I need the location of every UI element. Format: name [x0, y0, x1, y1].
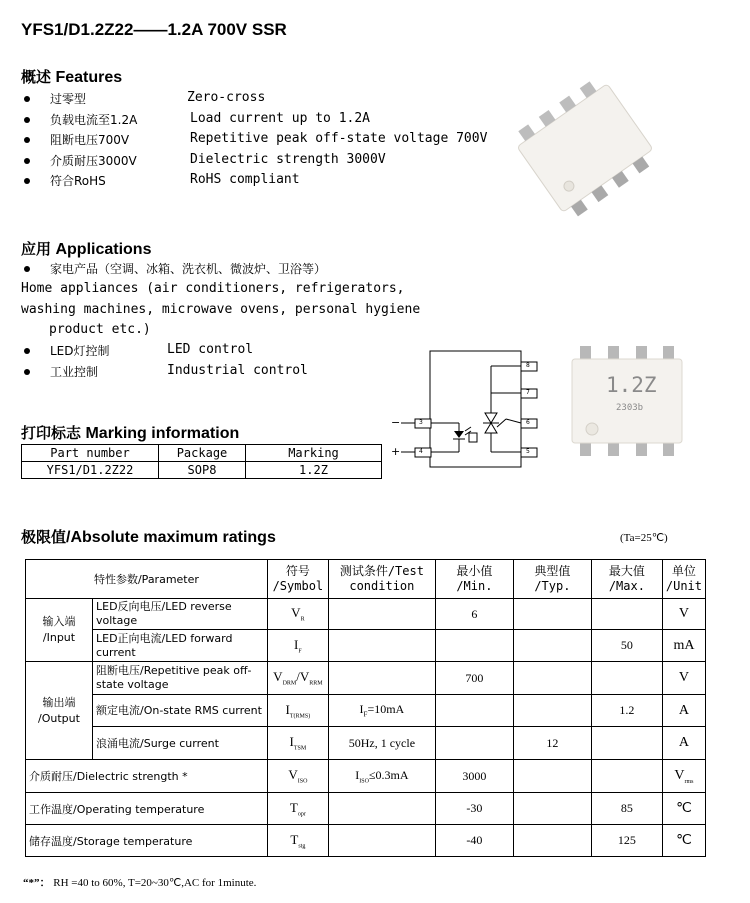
max-cell	[591, 662, 662, 695]
unit-cell: ℃	[662, 825, 705, 857]
symbol-main: T	[289, 799, 298, 815]
min-header-en: /Min.	[456, 579, 493, 593]
input-group-zh: 输入端	[42, 615, 76, 628]
unit-cell: V	[662, 662, 705, 695]
feature-en: RoHS compliant	[190, 172, 300, 187]
input-group-en: /Input	[42, 631, 76, 644]
output-group-label	[26, 662, 93, 760]
typ-cell	[513, 825, 591, 857]
ratings-condition: (Ta=25℃)	[620, 532, 668, 544]
marking-data-row	[22, 462, 382, 479]
symbol-main: I	[289, 734, 294, 750]
unit-cell: A	[662, 695, 705, 727]
test-main: I	[359, 702, 364, 717]
input-group-label	[26, 599, 93, 662]
min-cell: 6	[435, 599, 513, 630]
pin-label: 8	[526, 362, 530, 369]
param-cell: 额定电流/On-state RMS current	[93, 695, 268, 727]
test-sub: F	[363, 710, 368, 719]
feature-zh: 过零型	[50, 92, 87, 106]
bullet-icon	[24, 266, 30, 272]
output-group-zh: 输出端	[42, 695, 76, 709]
symbol-header-zh: 符号	[285, 564, 310, 578]
typ-cell	[513, 599, 591, 630]
test-cell	[328, 630, 435, 662]
feature-zh: 介质耐压3000V	[50, 154, 137, 168]
marking-table	[21, 444, 382, 479]
marked-chip-photo	[566, 345, 686, 457]
typ-header-en: /Typ.	[534, 579, 571, 593]
application-en: LED control	[167, 342, 254, 357]
test-cell: 50Hz, 1 cycle	[328, 727, 435, 760]
symbol-sub: F	[298, 648, 302, 655]
application-zh: 家电产品（空调、冰箱、洗衣机、微波炉、卫浴等）	[50, 262, 327, 276]
symbol-cell	[267, 760, 328, 793]
unit-header	[662, 560, 705, 599]
applications-heading-zh: 应用	[21, 240, 52, 258]
unit-sub: rms	[684, 778, 694, 785]
ratings-heading	[21, 526, 276, 547]
min-cell	[435, 727, 513, 760]
unit-header-en: /Unit	[665, 579, 702, 593]
ratings-row	[26, 727, 706, 760]
max-header	[591, 560, 662, 599]
typ-cell	[513, 630, 591, 662]
ratings-row	[26, 695, 706, 727]
ratings-row	[26, 630, 706, 662]
param-cell: LED正向电流/LED forward current	[93, 630, 268, 662]
application-en-line: washing machines, microwave ovens, personal hygiene	[21, 302, 421, 317]
symbol-header	[267, 560, 328, 599]
max-cell: 125	[591, 825, 662, 857]
bullet-icon	[24, 369, 30, 375]
test-cell	[328, 662, 435, 695]
symbol-cell	[267, 727, 328, 760]
pin-label: 5	[526, 448, 530, 455]
typ-header	[513, 560, 591, 599]
typ-cell	[513, 695, 591, 727]
feature-zh: 负载电流至1.2A	[50, 113, 138, 127]
test-sub: ISO	[359, 778, 369, 785]
test-header-en: condition	[349, 579, 415, 593]
max-cell: 50	[591, 630, 662, 662]
symbol-sub: DRM	[282, 680, 297, 687]
typ-cell: 12	[513, 727, 591, 760]
features-heading-zh: 概述	[21, 68, 52, 86]
param-header: 特性参数/Parameter	[26, 560, 268, 599]
minus-label: −	[391, 416, 401, 429]
sop8-package-photo	[510, 78, 660, 218]
min-header	[435, 560, 513, 599]
test-cell	[328, 695, 435, 727]
test-header-zh: 测试条件/Test	[339, 564, 424, 578]
typ-cell	[513, 662, 591, 695]
symbol-main: I	[294, 636, 299, 652]
footnote-mark: “*”：	[23, 877, 51, 889]
min-cell: -30	[435, 793, 513, 825]
applications-heading-en: Applications	[55, 241, 152, 258]
symbol-main-2: /V	[296, 669, 310, 685]
symbol-sub: ISO	[297, 778, 308, 785]
param-cell: 储存温度/Storage temperature	[26, 825, 268, 857]
plus-label: +	[391, 445, 401, 458]
marking-cell: 1.2Z	[246, 462, 382, 479]
unit-header-zh: 单位	[671, 564, 696, 578]
symbol-cell	[267, 695, 328, 727]
bullet-icon	[24, 117, 30, 123]
param-cell: 介质耐压/Dielectric strength *	[26, 760, 268, 793]
max-cell: 85	[591, 793, 662, 825]
footnote	[23, 874, 256, 890]
ratings-table	[25, 559, 706, 857]
marking-heading-en: Marking information	[85, 425, 240, 442]
symbol-cell	[267, 599, 328, 630]
test-rest: =10mA	[367, 702, 405, 717]
ratings-heading-zh: 极限值	[21, 528, 67, 546]
bullet-icon	[24, 348, 30, 354]
feature-zh: 阻断电压700V	[50, 133, 130, 147]
footnote-text: RH =40 to 60%, T=20~30℃,AC for 1minute.	[53, 877, 257, 889]
test-header	[328, 560, 435, 599]
symbol-cell	[267, 793, 328, 825]
ratings-row	[26, 662, 706, 695]
test-cell	[328, 825, 435, 857]
ratings-row	[26, 599, 706, 630]
unit-cell: mA	[662, 630, 705, 662]
feature-en: Zero-cross	[187, 90, 266, 105]
max-cell	[591, 727, 662, 760]
marking-header-cell: Package	[159, 445, 246, 462]
min-cell: -40	[435, 825, 513, 857]
marking-cell: SOP8	[159, 462, 246, 479]
symbol-main: V	[288, 767, 298, 783]
max-cell: 1.2	[591, 695, 662, 727]
max-cell	[591, 599, 662, 630]
marking-heading	[21, 422, 239, 443]
max-cell	[591, 760, 662, 793]
pin-label: 3	[419, 419, 423, 426]
marking-header-row	[22, 445, 382, 462]
pin-label: 6	[526, 419, 530, 426]
param-cell: 浪涌电流/Surge current	[93, 727, 268, 760]
internal-circuit-diagram	[391, 345, 551, 475]
feature-zh: 符合RoHS	[50, 174, 106, 188]
ratings-row	[26, 825, 706, 857]
test-cell	[328, 760, 435, 793]
param-cell: LED反向电压/LED reverse voltage	[93, 599, 268, 630]
feature-en: Load current up to 1.2A	[190, 111, 371, 126]
test-cell	[328, 793, 435, 825]
unit-main: V	[674, 767, 685, 783]
bullet-icon	[24, 137, 30, 143]
pin-label: 4	[419, 448, 423, 455]
applications-heading	[21, 238, 151, 259]
unit-cell: V	[662, 599, 705, 630]
output-group-en: /Output	[38, 711, 80, 725]
chip-body	[517, 84, 653, 213]
bullet-icon	[24, 178, 30, 184]
symbol-main: V	[291, 605, 301, 621]
marking-heading-zh: 打印标志	[21, 424, 82, 442]
application-zh: 工业控制	[50, 365, 99, 379]
symbol-sub: R	[300, 616, 305, 623]
symbol-cell	[267, 825, 328, 857]
min-cell: 700	[435, 662, 513, 695]
min-cell: 3000	[435, 760, 513, 793]
symbol-main: I	[285, 701, 290, 717]
document-title: YFS1/D1.2Z22——1.2A 700V SSR	[21, 20, 287, 39]
chip-marking: 1.2Z	[606, 373, 657, 397]
typ-cell	[513, 793, 591, 825]
max-header-zh: 最大值	[608, 564, 645, 578]
application-en-line: product etc.)	[49, 322, 151, 337]
marking-header-cell: Marking	[246, 445, 382, 462]
bullet-icon	[24, 158, 30, 164]
symbol-cell	[267, 662, 328, 695]
min-cell	[435, 695, 513, 727]
typ-header-zh: 典型值	[534, 564, 571, 578]
typ-cell	[513, 760, 591, 793]
feature-en: Repetitive peak off-state voltage 700V	[190, 131, 488, 146]
min-cell	[435, 630, 513, 662]
symbol-sub: T(RMS)	[289, 713, 311, 720]
test-main: I	[355, 767, 360, 782]
marking-cell: YFS1/D1.2Z22	[22, 462, 159, 479]
unit-cell: ℃	[662, 793, 705, 825]
symbol-main: V	[273, 669, 283, 685]
ratings-heading-en: /Absolute maximum ratings	[66, 529, 276, 546]
symbol-cell	[267, 630, 328, 662]
features-heading	[21, 66, 122, 87]
chip-date-code: 2303b	[616, 403, 644, 413]
test-rest: ≤0.3mA	[368, 767, 409, 782]
application-en-line: Home appliances (air conditioners, refrigerators,	[21, 281, 405, 296]
symbol-main: T	[290, 831, 299, 847]
pin-label: 7	[526, 389, 530, 396]
marking-header-cell: Part number	[22, 445, 159, 462]
unit-cell: A	[662, 727, 705, 760]
ratings-header-row	[26, 560, 706, 599]
symbol-header-en: /Symbol	[272, 579, 324, 593]
bullet-icon	[24, 96, 30, 102]
test-cell	[328, 599, 435, 630]
param-cell: 工作温度/Operating temperature	[26, 793, 268, 825]
min-header-zh: 最小值	[456, 564, 493, 578]
param-cell: 阻断电压/Repetitive peak off-state voltage	[93, 662, 268, 695]
application-en: Industrial control	[167, 363, 308, 378]
feature-en: Dielectric strength 3000V	[190, 152, 386, 167]
symbol-sub: stg	[298, 843, 306, 850]
symbol-sub: opr	[297, 811, 306, 818]
max-header-en: /Max.	[608, 579, 645, 593]
ratings-row	[26, 760, 706, 793]
symbol-sub: TSM	[293, 745, 307, 752]
unit-cell	[662, 760, 705, 793]
application-zh: LED灯控制	[50, 344, 110, 358]
symbol-sub-2: RRM	[309, 680, 323, 687]
ratings-row	[26, 793, 706, 825]
features-heading-en: Features	[55, 69, 123, 86]
